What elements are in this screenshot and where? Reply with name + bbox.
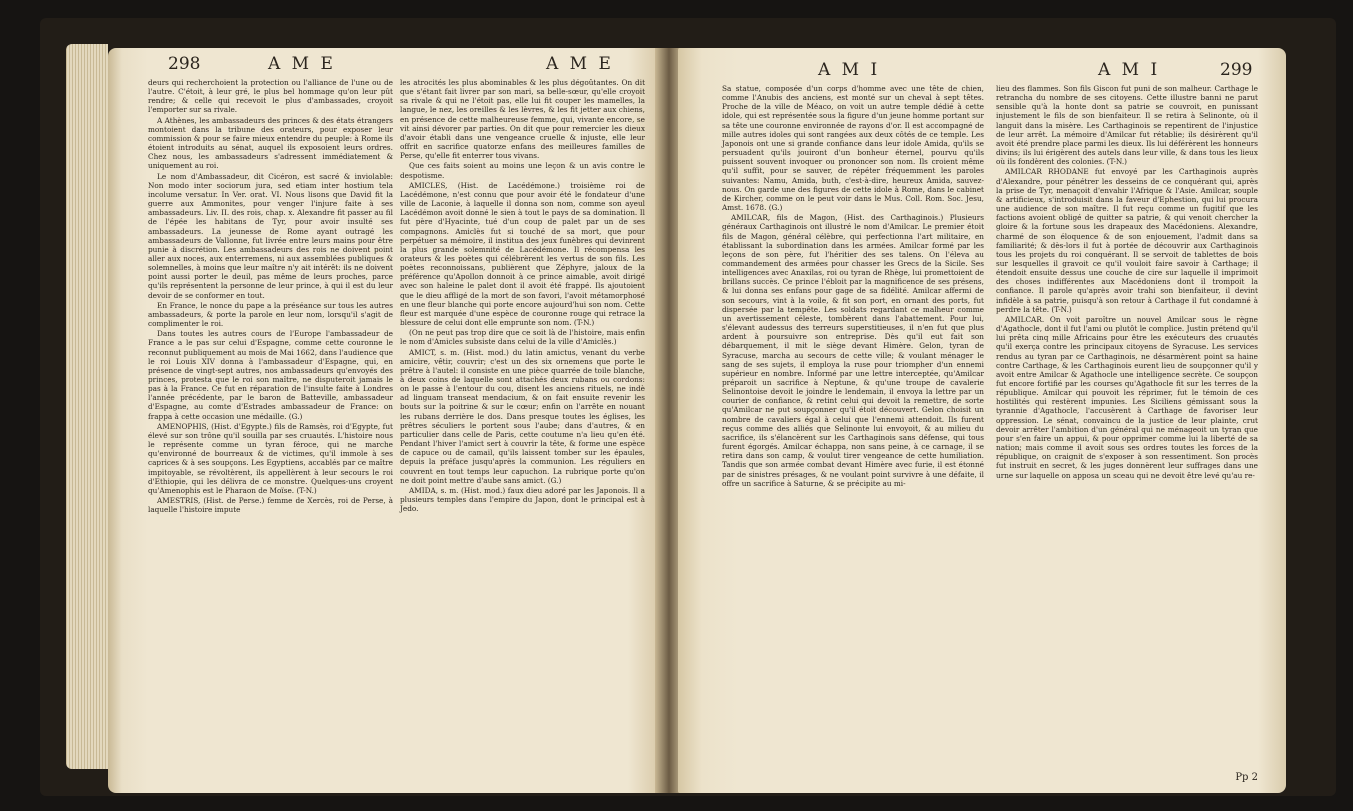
paragraph: AMIDA, s. m. (Hist. mod.) faux dieu adoré par les Japonois. Il a plusieurs temples dans l'empire du Japon, dont le principal est à Jedo.	[400, 485, 645, 514]
running-head-center-left: A M E	[546, 54, 614, 74]
paragraph: AMICT, s. m. (Hist. mod.) du latin amictus, venant du verbe amicire, vêtir, couvrir; c'est un des six ornemens que porte le prêtre à l'autel: il consiste en une pièce quarrée de toile blanche, à deux coins de laquelle sont attachés deux rubans ou cordons: on le passe à l'entour du cou, disent les anciens rituels, ne indè ad linguam transeat mendacium, & on fait ensuite revenir les bouts sur la poitrine & sur le cœur; enfin on l'arrête en nouant les rubans derrière le dos. Dans presque toutes les églises, les prêtres séculiers le portent sous l'aube; dans d'autres, & en particulier dans celle de Paris, cette coutume n'a lieu qu'en été. Pendant l'hiver l'amict sert à couvrir la tête, & forme une espèce de capuce ou de camail, qu'ils laissent tomber sur les épaules, depuis la préface jusqu'après la communion. Les réguliers en couvrent en tout temps leur capuchon. La rubrique porte qu'on ne doit point mettre d'aube sans amict. (G.)	[400, 347, 645, 485]
running-head-right: A M I	[1098, 60, 1161, 80]
left-page	[108, 48, 660, 793]
right-page	[678, 48, 1286, 793]
right-column-2	[996, 84, 1258, 481]
paragraph: En France, le nonce du pape a la préséance sur tous les autres ambassadeurs, & porte la parole en leur nom, lorsqu'il s'agit de complimenter le roi.	[148, 300, 393, 329]
paragraph: AMENOPHIS, (Hist. d'Egypte.) fils de Ramsès, roi d'Egypte, fut élevé sur son trône qu'il souilla par ses cruautés. L'histoire nous le représente comme un tyran féroce, qui ne marche qu'environné de bourreaux & de victimes, qu'il immole à ses caprices & à ses soupçons. Les Egyptiens, accablés par ce maître impitoyable, se révoltèrent, ils appellèrent à leur secours le roi d'Ethiopie, qui les délivra de ce monstre. Quelques-uns croyent qu'Amenophis est le Pharaon de Moïse. (T-N.)	[148, 421, 393, 495]
paragraph: Dans toutes les autres cours de l'Europe l'ambassadeur de France a le pas sur celui d'Espagne, comme cette couronne le reconnut publiquement au mois de Mai 1662, dans l'audience que le roi Louis XIV donna à l'ambassadeur d'Espagne, qui, en présence de vingt-sept autres, nos ambassadeurs qu'envoyés des princes, protesta que le roi son maître, ne disputeroit jamais le pas à la France. Ce fut en réparation de l'insulte faite à Londres l'année précédente, par le baron de Batteville, ambassadeur d'Espagne, au comte d'Estrades ambassadeur de France: on frappa à cette occasion une médaille. (G.)	[148, 329, 393, 421]
paragraph: les atrocités les plus abominables & les plus dégoûtantes. On dit que s'étant fait livrer par son mari, sa belle-sœur, qu'elle croyoit sa rivale & qui ne l'étoit pas, elle lui fit couper les mamelles, la langue, le nez, les oreilles & les lèvres, & les fit jetter aux chiens, en présence de cette malheureuse femme, qui, vivante encore, se vit ainsi dévorer par parties. On dit que pour remercier les dieux d'avoir établi dans une vengeance cruelle & injuste, elle leur offrit en sacrifice quatorze enfans des meilleures familles de Perse, qu'elle fit enterrer tous vivans.	[400, 78, 645, 161]
paragraph: A Athènes, les ambassadeurs des princes & des états étrangers montoient dans la tribune des orateurs, pour exposer leur commission & pour se faire mieux entendre du peuple: à Rome ils étoient introduits au sénat, auquel ils exposoient leurs ordres. Chez nous, les ambassadeurs s'adressent immédiatement & uniquement au roi.	[148, 115, 393, 171]
signature-mark: Pp 2	[1235, 772, 1258, 783]
paragraph: AMILCAR, fils de Magon, (Hist. des Carthaginois.) Plusieurs généraux Carthaginois ont illustré le nom d'Amilcar. Le premier étoit fils de Magon, général célèbre, qui perfectionna l'art militaire, en établissant la subordination dans les armées. Amilcar formé par les leçons de son père, fut l'héritier des ses talens. On l'éleva au commandement des armées pour chasser les Grecs de la Sicile. Ses intelligences avec Anaxilas, roi ou tyran de Rhège, lui promettoient de brillans succès. Ce prince l'ébloit par la magnificence de ses présens, & lui donna ses enfans pour gage de sa fidélité. Amilcar affermi de son secours, vint à la voile, & fit son port, en ornant des ports, fut dispersée par la tempête. Les soldats regardant ce malheur comme un avertissement céleste, tombèrent dans l'abattement. Pour lui, s'élevant audessus des terreurs superstitieuses, il n'en fut que plus ardent à poursuivre son entreprise. Dès qu'il eut fait son débarquement, il mit le siège devant Himère. Gelon, tyran de Syracuse, marcha au secours de cette ville; & voulant ménager le sang de ses sujets, il employa la ruse pour triompher d'un ennemi supérieur en nombre. Informé par une lettre interceptée, qu'Amilcar préparoit un sacrifice à Neptune, & qu'une troupe de cavalerie Selinontoise devoit le joindre le lendemain, il envoya la lettre par un courier de confiance, & retint celui qui devoit la remettre, de sorte qu'Amilcar ne put soupçonner qu'il étoit découvert. Gelon choisit un nombre de cavaliers égal à celui que l'ennemi attendoit. Ils furent reçus comme des alliés que Selinonte lui envoyoit, & au milieu du sacrifice, ils s'élancèrent sur les Carthaginois sans défense, qui tous furent égorgés. Amilcar échappa, non sans peine, à ce carnage, il se retira dans son camp, & voulut tirer vengeance de cette humiliation. Tandis que son armée combat devant Himère avec furie, il est étonné par de sinistres présages, & ne voulant point survivre à une défaite, il offre un sacrifice à Saturne, & se précipite au mi-	[722, 213, 984, 488]
page-number-left: 298	[168, 54, 201, 74]
paragraph: Sa statue, composée d'un corps d'homme avec une tête de chien, comme l'Anubis des anciens, est monté sur un cheval à sept têtes. Proche de la ville de Méaco, on voit un autre temple dédié à cette idole, qui est représentée sous la figure d'un jeune homme portant sur sa tête une couronne environnée de rayons d'or. Il est accompagné de mille autres idoles qui sont rangées aux deux côtés de ce temple. Les Japonois ont une si grande confiance dans leur idole Amida, qu'ils se persuadent qu'ils jouiront d'un bonheur éternel, pourvu qu'ils puissent souvent invoquer ou prononcer son nom. Ils croient même qu'il suffit, pour se sauver, de répéter fréquemment les paroles suivantes: Namu, Amida, buth, c'est-à-dire, heureux Amida, sauvez-nous. On garde une des figures de cette idole à Rome, dans le cabinet de Kircher, comme on le peut voir dans le Mus. Coll. Rom. Soc. Jesu, Amst. 1678. (G.)	[722, 84, 984, 213]
paragraph: Que ces faits soient au moins une leçon & un avis contre le despotisme.	[400, 161, 645, 180]
right-column-1	[722, 84, 984, 489]
running-head-center-right: A M I	[818, 60, 881, 80]
left-column-1	[148, 78, 393, 515]
page-edges	[66, 44, 108, 769]
page-number-right: 299	[1220, 60, 1253, 80]
paragraph: AMICLES, (Hist. de Lacédémone.) troisième roi de Lacédémone, n'est connu que pour avoir été le fondateur d'une ville de Laconie, à laquelle il donna son nom, comme son ayeul Lacédémon avoit donné le sien à tout le pays de sa domination. Il fut père d'Hyacinte, tué d'un coup de palet par un de ses compagnons. Amiclès fut si touché de sa mort, que pour perpétuer sa mémoire, il institua des jeux funèbres qui devinrent la plus grande solemnité de Lacédémone. Il récompensa les orateurs & les poètes qui célébrèrent les vertus de son fils. Les poètes reconnoissans, publièrent que Zéphyre, jaloux de la préférence qu'Apollon donnoit à ce prince aimable, avoit dirigé avec son haleine le palet dont il avoit été frappé. Ils ajoutoient que le dieu affligé de la mort de son favori, l'avoit métamorphosé en une fleur blanche qui porte encore aujourd'hui son nom. Cette fleur est marquée d'une espèce de couronne rouge qui retrace la blessure de celui dont elle emprunte son nom. (T-N.)	[400, 180, 645, 328]
paragraph: AMESTRIS, (Hist. de Perse.) femme de Xercès, roi de Perse, à laquelle l'histoire impute	[148, 496, 393, 515]
paragraph: deurs qui recherchoient la protection ou l'alliance de l'une ou de l'autre. C'étoit, à leur gré, le plus bel hommage qu'on leur pût rendre; & celle qui recevoit le plus d'ambassades, croyoit l'emporter sur sa rivale.	[148, 78, 393, 115]
paragraph: AMILCAR RHODANE fut envoyé par les Carthaginois auprès d'Alexandre, pour pénétrer les desseins de ce conquérant qui, après la prise de Tyr, menaçoit d'envahir l'Afrique & l'Asie. Amilcar, souple & artificieux, s'introduisit dans la faveur d'Ephestion, qui lui procura une audience de son maître. Il fut reçu comme un fugitif que les factions avoient obligé de quitter sa patrie, & qui venoit chercher la gloire & la fortune sous les drapeaux des Macédoniens. Alexandre, charmé de son éloquence & de son enjouement, l'admit dans sa familiarité; & dès-lors il fut à portée de découvrir aux Carthaginois tous les projets du roi conquérant. Il se servoit de tablettes de bois sur lesquelles il gravoit ce qu'il vouloit faire savoir à Carthage; il étendoit ensuite dessus une couche de cire sur laquelle il imprimoit des choses indifférentes aux Macédoniens dont il trompoit la confiance. Il parole qu'après avoir trahi son bienfaiteur, il devint infidèle à sa patrie, puisqu'à son retour à Carthage il fut condamné à perdre la tête. (T-N.)	[996, 167, 1258, 314]
paragraph: (On ne peut pas trop dire que ce soit là de l'histoire, mais enfin le nom d'Amicles subsiste dans celui de la ville d'Amiclès.)	[400, 328, 645, 347]
paragraph: Le nom d'Ambassadeur, dit Cicéron, est sacré & inviolable: Non modo inter sociorum jura, sed etiam inter hostium tela incolume versatur. In Ver. orat. VI. Nous lisons que David fit la guerre aux Ammonites, pour venger l'injure faite à ses ambassadeurs. Liv. II. des rois, chap. x. Alexandre fit passer au fil de l'épée les habitans de Tyr, pour avoir insulté ses ambassadeurs. La jeunesse de Rome ayant outragé les ambassadeurs de Vallonne, fut livrée entre leurs mains pour être punie à discrétion. Les ambassadeurs des rois ne doivent point aller aux noces, aux enterremens, ni aux assemblées publiques & solemnelles, à moins que leur maître n'y ait intérêt: ils ne doivent point aussi porter le deuil, pas même de leurs proches, parce qu'ils représentent la personne de leur prince, à qui il est du leur devoir de se conformer en tout.	[148, 171, 393, 300]
running-head-left: A M E	[268, 54, 336, 74]
paragraph: AMILCAR. On voit paroître un nouvel Amilcar sous le règne d'Agathocle, dont il fut l'ami ou plutôt le complice. Justin prétend qu'il lui prêta cinq mille Africains pour être les exécuteurs des cruautés qu'il exerça contre les principaux citoyens de Syracuse. Les services rendus au tyran par ce Carthaginois, ne désarmèrent point sa haine contre Carthage, & les Carthaginois eurent lieu de soupçonner qu'il y avoit entre Amilcar & Agathocle une intelligence secrète. Ce soupçon fut encore fortifié par les courses qu'Agathocle fit sur les terres de la république. Amilcar qui pouvoit les réprimer, fut le témoin de ces hostilités qui restèrent impunies. Les Siciliens gémissant sous la tyrannie d'Agathocle, l'accusèrent à Carthage de favoriser leur oppression. Le sénat, convaincu de la justice de leur plainte, crut devoir arrêter l'ambition d'un général qui ne ménageoit un tyran que pour s'en faire un appui, & pour opprimer comme lui la liberté de sa nation; mais comme il avoit sous ses ordres toutes les forces de la république, on craignit de s'exposer à son ressentiment. Son procès fut instruit en secret, & les juges donnèrent leur suffrages dans une urne sur laquelle on apposa un sceau qui ne devoit être levé qu'au re-	[996, 314, 1258, 480]
left-column-2	[400, 78, 645, 514]
paragraph: lieu des flammes. Son fils Giscon fut puni de son malheur. Carthage le retrancha du nombre de ses citoyens. Cette illustre banni ne parut sensible qu'à la honte dont sa patrie se couvroit, en punissant injustement le fils de son bienfaiteur. Il se retira à Selinonte, où il languit dans la misère. Les Carthaginois se repentirent de l'injustice de leur arrêt. La mémoire d'Amilcar fut rétablie; ils désirèrent qu'il avoit été prendre place parmi les dieux. Ils lui déférèrent les honneurs divins; ils lui érigèrent des autels dans leur ville, & dans tous les lieux où ils fondèrent des colonies. (T-N.)	[996, 84, 1258, 167]
